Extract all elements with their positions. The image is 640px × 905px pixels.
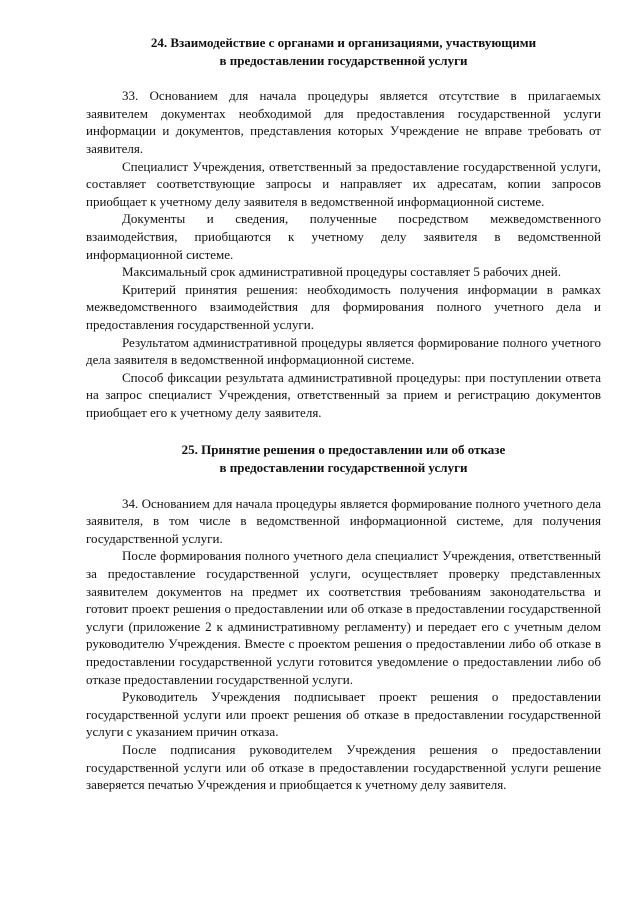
section-heading bbox=[86, 34, 601, 69]
paragraph: Документы и сведения, полученные посредством межведомственного взаимодействия, приобщаются к учетному делу заявителя в ведомственной информационной системе. bbox=[86, 211, 601, 262]
heading-line-1: 24. Взаимодействие с органами и организациями, участвующими bbox=[150, 35, 537, 50]
paragraph: Максимальный срок административной процедуры составляет 5 рабочих дней. bbox=[122, 264, 561, 280]
paragraph: Специалист Учреждения, ответственный за предоставление государственной услуги, составляет соответствующие запросы и направляет их адресатам, копии запросов приобщает к учетному делу заявителя в ведомственной информационной системе. bbox=[86, 158, 601, 209]
paragraph: Руководитель Учреждения подписывает проект решения о предоставлении государственной услуги или проект решения об отказе в предоставлении государственной услуги с указанием причин отказа. bbox=[86, 689, 601, 740]
heading-line-2: в предоставлении государственной услуги bbox=[219, 52, 468, 68]
section-heading bbox=[86, 441, 601, 476]
section-25 bbox=[86, 441, 601, 793]
paragraph: 34. Основанием для начала процедуры является формирование полного учетного дела заявителя, в том числе в ведомственной информационной системе, для получения государственной услуги. bbox=[86, 495, 601, 546]
paragraph: Способ фиксации результата административной процедуры: при поступлении ответа на запрос специалист Учреждения, ответственный за прием и регистрацию документов приобщает его к учетному делу заявителя. bbox=[86, 369, 601, 420]
paragraph: Критерий принятия решения: необходимость получения информации в рамках межведомственного взаимодействия для формирования полного учетного дела и предоставления государственной услуги. bbox=[86, 281, 601, 332]
heading-line-1: 25. Принятие решения о предоставлении или об отказе bbox=[181, 442, 506, 458]
document-page bbox=[86, 34, 601, 794]
paragraph: 33. Основанием для начала процедуры является отсутствие в прилагаемых заявителем документах необходимой для предоставления государственной услуги информации и документов, представления которых Учреждение не вправе требовать от заявителя. bbox=[86, 88, 601, 156]
paragraph: После подписания руководителем Учреждения решения о предоставлении государственной услуги или об отказе в предоставлении государственной услуги решение заверяется печатью Учреждения и приобщается к учетному делу заявителя. bbox=[86, 741, 601, 793]
paragraph: Результатом административной процедуры является формирование полного учетного дела заявителя в ведомственной информационной системе. bbox=[86, 334, 601, 368]
heading-line-2: в предоставлении государственной услуги bbox=[219, 460, 468, 476]
section-24 bbox=[86, 34, 601, 421]
paragraph: После формирования полного учетного дела специалист Учреждения, ответственный за предоставление государственной услуги, осуществляет проверку представленных заявителем документов на предмет их соответствия требованиям законодательства и готовит проект решения о предоставлении или об отказе в предоставлении государственной услуги (приложение 2 к административному регламенту) и передает его с учетным делом руководителю Учреждения. Вместе с проектом решения о предоставлении либо об отказе в предоставлении государственной услуги готовится уведомление о предоставлении либо об отказе предоставлении государственной услуги. bbox=[86, 548, 601, 687]
